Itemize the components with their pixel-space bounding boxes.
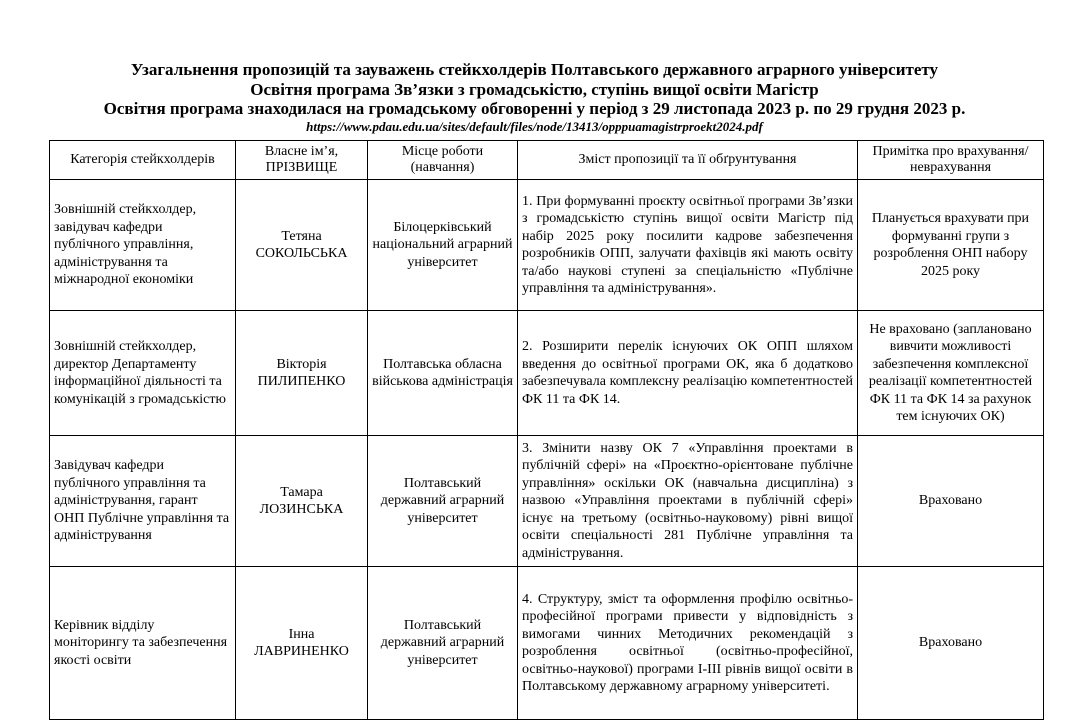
document-title: Узагальнення пропозицій та зауважень стейкхолдерів Полтавського державного аграрного університету (130, 60, 939, 79)
table-row (50, 311, 1044, 436)
stakeholder-category: Керівник відділу моніторингу та забезпечення якості освіти (50, 567, 236, 720)
table-row (50, 180, 1044, 311)
stakeholder-category: Завідувач кафедри публічного управління та адміністрування, гарант ОНП Публічне управління та адміністрування (50, 436, 236, 567)
stakeholder-name: Тетяна СОКОЛЬСЬКА (236, 180, 368, 311)
proposal-text: 2. Розширити перелік існуючих ОК ОПП шляхом введення до освітньої програми ОК, яка б додатково забезпечувала комплексну реалізацію компетентностей ФК 11 та ФК 14. (518, 311, 858, 436)
discussion-period: Освітня програма знаходилася на громадському обговоренні у період з 29 листопада 2023 р. по 29 грудня 2023 р. (103, 99, 966, 118)
stakeholder-workplace: Полтавський державний аграрний університет (368, 567, 518, 720)
table-row (50, 436, 1044, 567)
acceptance-note: Враховано (858, 567, 1044, 720)
column-header-category: Категорія стейкхолдерів (50, 141, 236, 180)
proposal-text: 4. Структуру, зміст та оформлення профілю освітньо-професійної програми привести у відповідність з вимогами чинних Методичних рекомендацій з розроблення освітньої (освітньо-професійної, освітньо-наукової) програми І-ІІІ рівнів вищої освіти в Полтавському державному аграрному університеті. (518, 567, 858, 720)
column-header-proposal: Зміст пропозиції та її обґрунтування (518, 141, 858, 180)
document-header (0, 60, 1069, 135)
proposal-text: 1. При формуванні проєкту освітньої програми Зв’язки з громадськістю ступінь вищої освіти Магістр під набір 2025 року посилити кадрове забезпечення розробників ОПП, залучати фахівців які мають освіту та/або наукові ступені за спеціальністю «Публічне управління та адміністрування». (518, 180, 858, 311)
program-subtitle: Освітня програма Зв’язки з громадськістю, ступінь вищої освіти Магістр (250, 79, 819, 99)
acceptance-note: Враховано (858, 436, 1044, 567)
stakeholder-name: Тамара ЛОЗИНСЬКА (236, 436, 368, 567)
acceptance-note: Планується врахувати при формуванні групи з розроблення ОНП набору 2025 року (858, 180, 1044, 311)
stakeholder-category: Зовнішній стейкхолдер, завідувач кафедри публічного управління, адміністрування та міжнародної економіки (50, 180, 236, 311)
table-header-row (50, 141, 1044, 180)
stakeholder-category: Зовнішній стейкхолдер, директор Департаменту інформаційної діяльності та комунікацій з громадськістю (50, 311, 236, 436)
stakeholder-workplace: Полтавська обласна військова адміністрація (368, 311, 518, 436)
stakeholder-workplace: Полтавський державний аграрний університет (368, 436, 518, 567)
acceptance-note: Не враховано (заплановано вивчити можливості забезпечення комплексної реалізації компетентностей ФК 11 та ФК 14 за рахунок тем існуючих ОК) (858, 311, 1044, 436)
stakeholder-name: Інна ЛАВРИНЕНКО (236, 567, 368, 720)
column-header-note: Примітка про врахування/неврахування (858, 141, 1044, 180)
column-header-workplace: Місце роботи (навчання) (368, 141, 518, 180)
column-header-name: Власне ім’я, ПРІЗВИЩЕ (236, 141, 368, 180)
stakeholder-proposals-table (49, 140, 1044, 720)
stakeholder-workplace: Білоцерківський національний аграрний університет (368, 180, 518, 311)
proposal-text: 3. Змінити назву ОК 7 «Управління проектами в публічній сфері» на «Проєктно-орієнтоване публічне управління» оскільки ОК (навчальна дисципліна) з назвою «Управління проектами в публічній сфері» існує на третьому (освітньо-науковому) рівні вищої освіти спеціальності 281 Публічне управління та адміністрування. (518, 436, 858, 567)
stakeholder-name: Вікторія ПИЛИПЕНКО (236, 311, 368, 436)
program-url-link[interactable]: https://www.pdau.edu.ua/sites/default/files/node/13413/opppuamagistrproekt2024.pdf (306, 118, 763, 134)
table-row (50, 567, 1044, 720)
